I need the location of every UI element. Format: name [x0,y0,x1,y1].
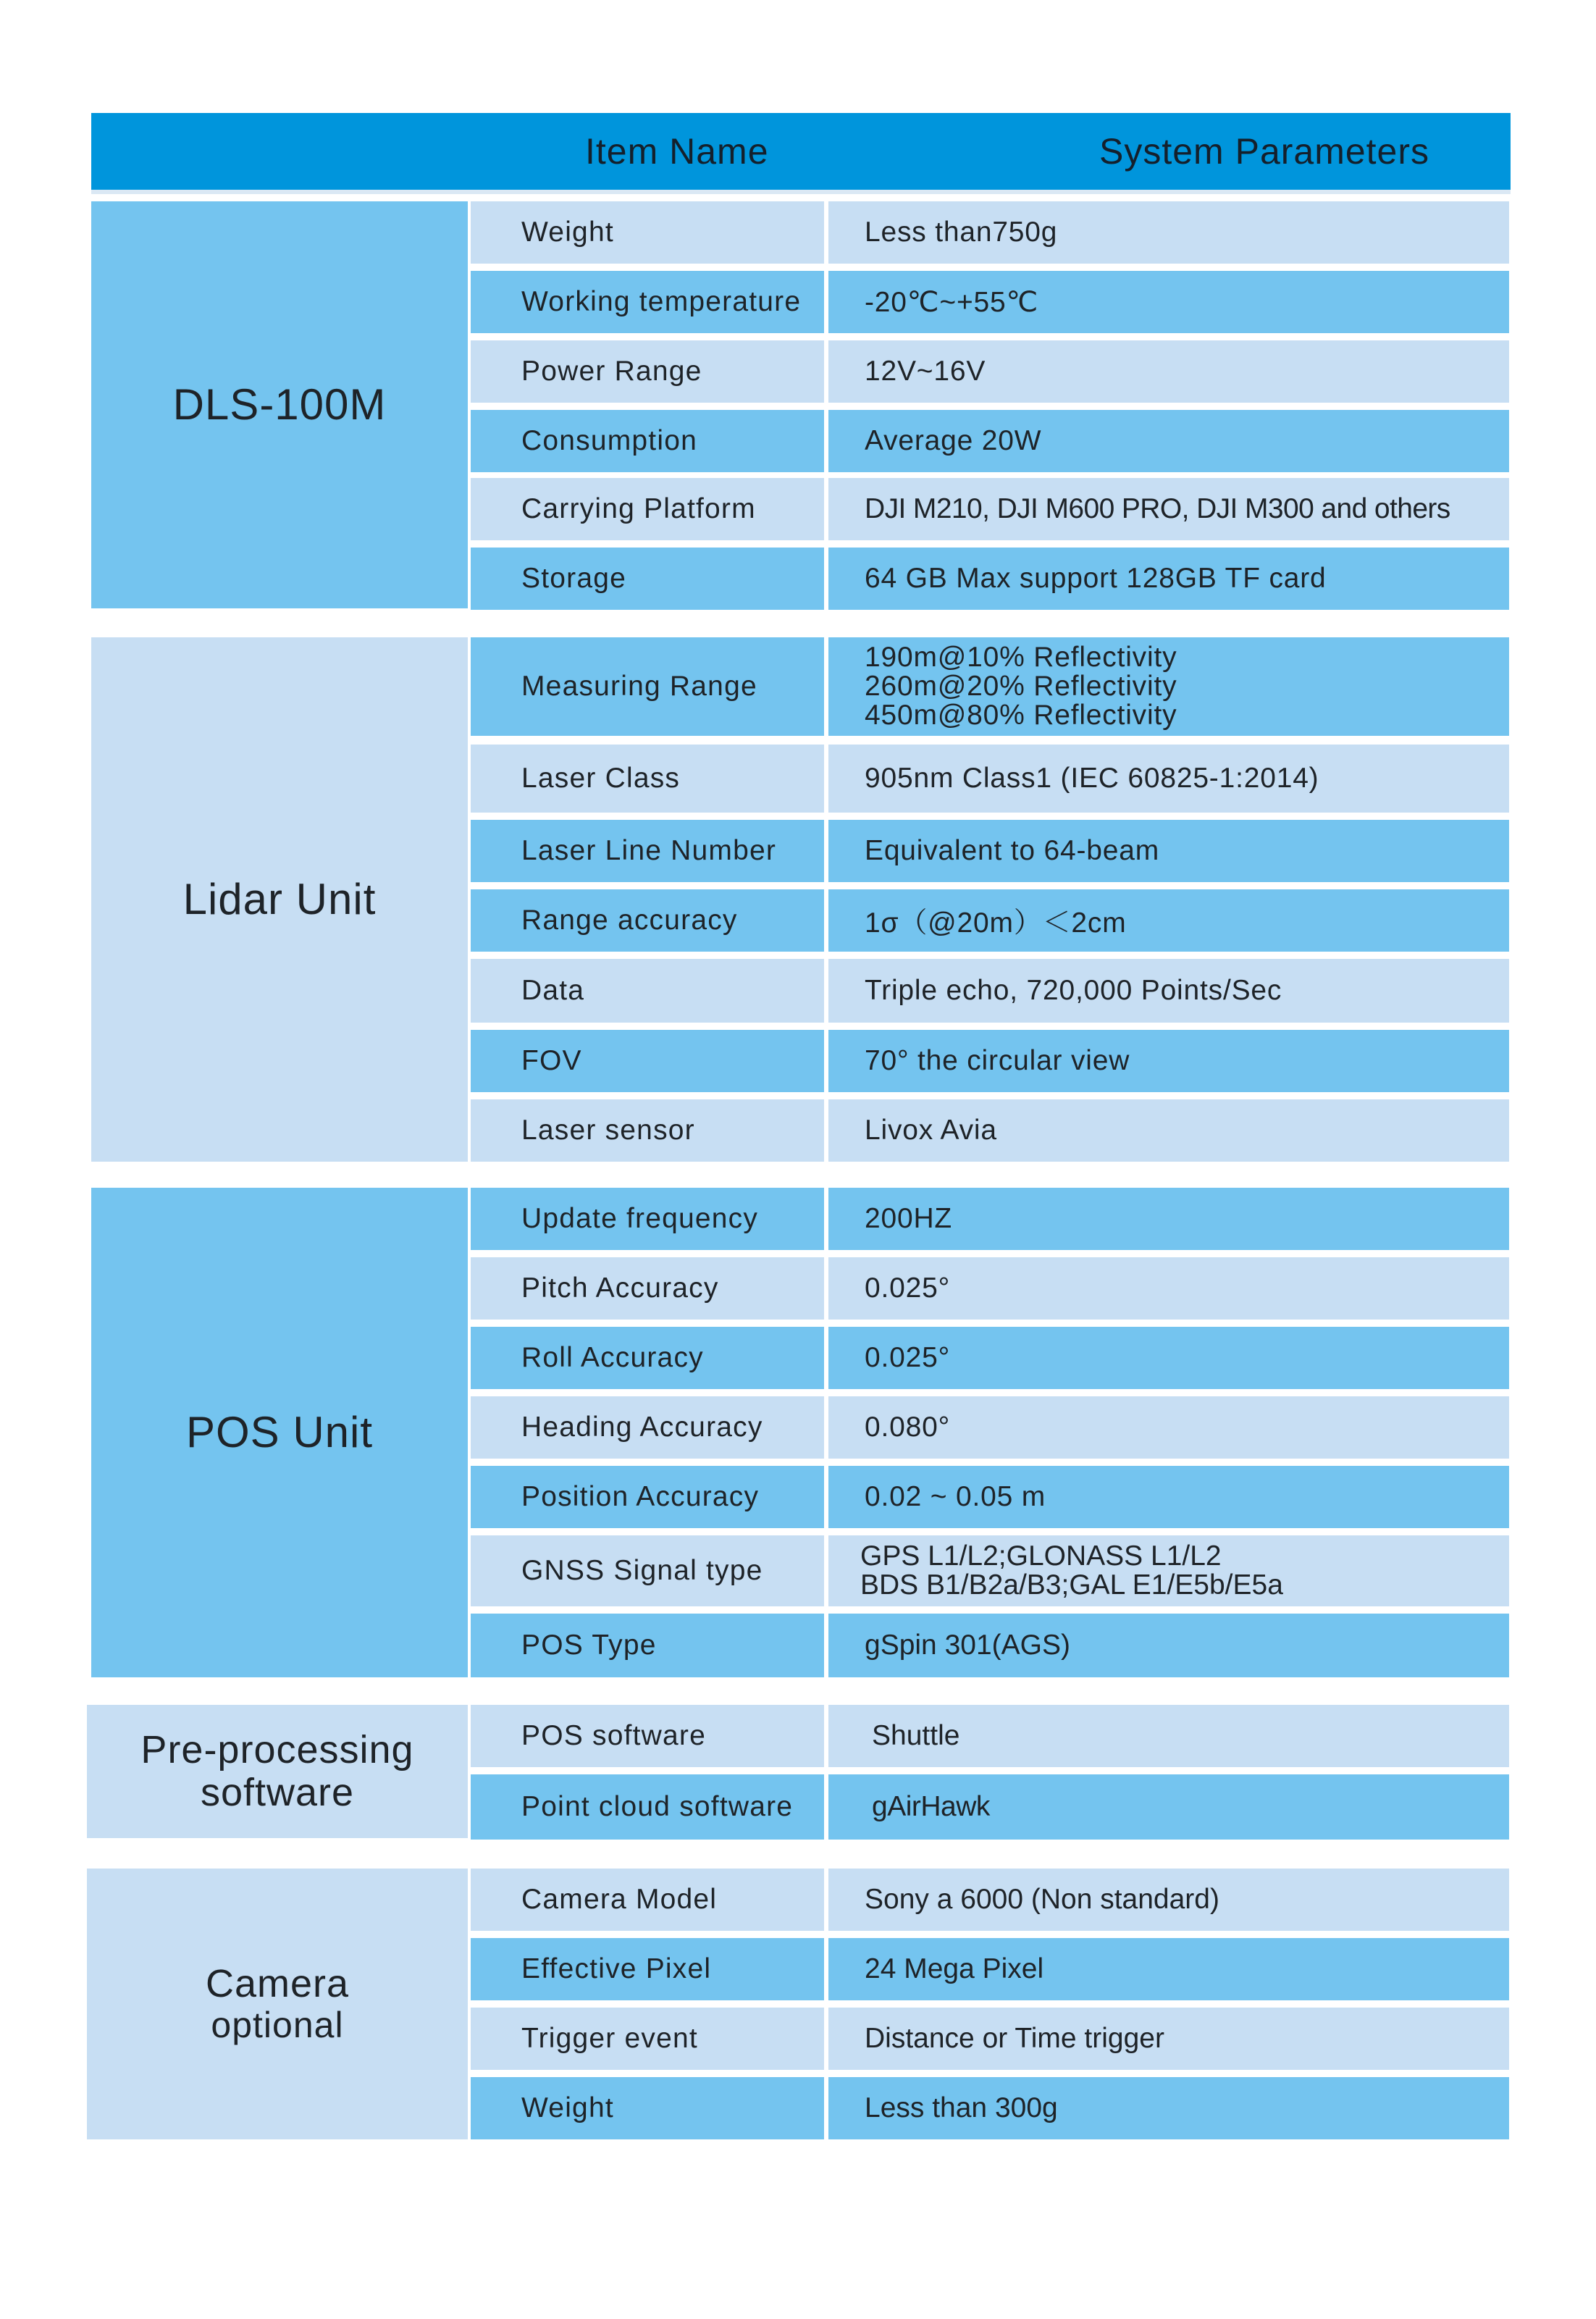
section-title: POS Unit [185,1408,374,1457]
param-value: Livox Avia [828,1099,1509,1162]
value-line: 260m@20% Reflectivity [865,671,1177,703]
param-value: 0.02 ~ 0.05 m [828,1466,1509,1528]
value-line: 190m@10% Reflectivity [865,642,1177,674]
param-value: Distance or Time trigger [828,2008,1509,2070]
param-name: Consumption [471,410,824,472]
table-header [91,113,1511,194]
section-title-line: Camera [205,1961,350,2005]
param-value: Triple echo, 720,000 Points/Sec [828,959,1509,1023]
param-value: 70° the circular view [828,1030,1509,1092]
param-name: Laser Line Number [471,820,824,882]
param-name: Trigger event [471,2008,824,2070]
section-title: DLS-100M [172,380,387,429]
param-name: Data [471,959,824,1023]
param-name: Camera Model [471,1869,824,1931]
param-value [828,637,1509,736]
section-title-line: Pre-processing [140,1727,414,1771]
param-name: Position Accuracy [471,1466,824,1528]
param-name: Roll Accuracy [471,1327,824,1389]
section-title-line: optional [211,2005,344,2046]
param-name: Heading Accuracy [471,1396,824,1459]
param-name: Carrying Platform [471,478,824,540]
section-camera-optional [87,1869,468,2139]
param-name: Power Range [471,340,824,403]
value-line: 450m@80% Reflectivity [865,699,1177,731]
param-name: Laser sensor [471,1099,824,1162]
param-name: GNSS Signal type [471,1535,824,1606]
param-value: Less than 300g [828,2077,1509,2139]
param-name: FOV [471,1030,824,1092]
param-value: 24 Mega Pixel [828,1938,1509,2000]
param-name: Point cloud software [471,1774,824,1840]
section-title: Lidar Unit [182,875,377,924]
param-name: Measuring Range [471,637,824,736]
param-value: 1σ（@20m）＜2cm [828,889,1509,952]
value-line: BDS B1/B2a/B3;GAL E1/E5b/E5a [860,1569,1283,1601]
param-name: Update frequency [471,1188,824,1250]
param-value: Less than750g [828,201,1509,264]
param-name: Weight [471,201,824,264]
param-name: Effective Pixel [471,1938,824,2000]
param-value: Sony a 6000 (Non standard) [828,1869,1509,1931]
param-name: POS software [471,1705,824,1767]
param-value: 64 GB Max support 128GB TF card [828,548,1509,610]
section-lidar-unit [91,637,468,1162]
param-value: 12V~16V [828,340,1509,403]
param-name: Weight [471,2077,824,2139]
param-name: Working temperature [471,271,824,333]
param-name: POS Type [471,1614,824,1677]
param-value: gAirHawk [828,1774,1509,1840]
param-name: Storage [471,548,824,610]
param-value: Shuttle [828,1705,1509,1767]
section-title-line: software [200,1771,355,1814]
item-name-header: Item Name [585,131,769,172]
param-value: 0.025° [828,1257,1509,1320]
param-value: 0.025° [828,1327,1509,1389]
section-pre-processing-software [87,1705,468,1838]
param-value: Average 20W [828,410,1509,472]
system-parameters-header: System Parameters [1099,131,1430,172]
param-value: Equivalent to 64-beam [828,820,1509,882]
param-name: Laser Class [471,745,824,813]
param-value: 905nm Class1 (IEC 60825-1:2014) [828,745,1509,813]
param-name: Pitch Accuracy [471,1257,824,1320]
section-dls-100m [91,201,468,608]
param-value: -20℃~+55℃ [828,271,1509,333]
param-value [828,1535,1509,1606]
param-value: 0.080° [828,1396,1509,1459]
param-value: 200HZ [828,1188,1509,1250]
param-value: DJI M210, DJI M600 PRO, DJI M300 and others [828,478,1509,540]
param-name: Range accuracy [471,889,824,952]
value-line: GPS L1/L2;GLONASS L1/L2 [860,1540,1222,1572]
param-value: gSpin 301(AGS) [828,1614,1509,1677]
section-pos-unit [91,1188,468,1677]
